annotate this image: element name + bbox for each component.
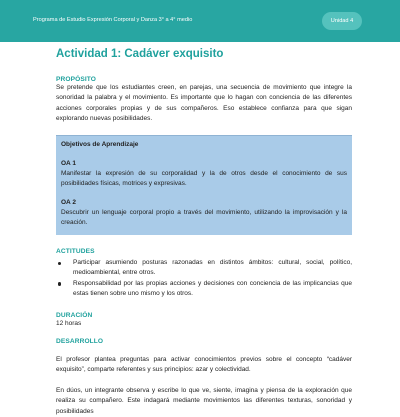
proposito-text: Se pretende que los estudiantes creen, en parejas, una secuencia de movimiento que integre la sonoridad la palabra y el movimiento. Es importante que lo hagan con conciencia de las diferentes acciones corporales propias y de sus compañeros. Eso establece confianza para que sigan explorando nuevas posibilidades. bbox=[56, 84, 352, 123]
actitud-text: Participar asumiendo posturas razonadas en distintos ámbitos: cultural, social, político, medioambiental, entre otros. bbox=[73, 259, 352, 277]
actitud-text: Responsabilidad por las propias acciones y decisiones con conciencia de las implicancias que estas tienen sobre uno mismo y los otros. bbox=[73, 279, 352, 298]
oa2-text: Descubrir un lenguaje corporal propio a través del movimiento, utilizando la improvisación y la creación. bbox=[61, 209, 347, 227]
duracion-heading: DURACIÓN bbox=[56, 311, 93, 319]
oa1-text: Manifestar la expresión de su corporalidad y la de otros desde el conocimiento de sus posibilidades físicas, motrices y expresivas. bbox=[61, 170, 347, 188]
objetivos-heading: Objetivos de Aprendizaje bbox=[61, 140, 139, 148]
list-item bbox=[56, 279, 352, 300]
bullet-icon bbox=[58, 282, 61, 285]
desarrollo-paragraph: El profesor plantea preguntas para activar conocimientos previos sobre el concepto “cadáver exquisito”, comparte referentes y sus principios: azar y colectividad. bbox=[56, 356, 352, 374]
document-content bbox=[56, 44, 352, 417]
actitudes-heading: ACTITUDES bbox=[56, 248, 95, 256]
oa2-label: OA 2 bbox=[61, 199, 76, 207]
desarrollo-paragraph: En dúos, un integrante observa y escribe lo que ve, siente, imagina y piensa de la exploración que realiza su compañero. Este indagará mediante movimientos las diferentes texturas, sonoridad y posibilidades bbox=[56, 386, 352, 415]
unit-badge: Unidad 4 bbox=[322, 12, 362, 30]
program-title: Programa de Estudio Expresión Corporal y Danza 3° a 4° medio bbox=[33, 17, 193, 23]
oa1-label: OA 1 bbox=[61, 160, 76, 168]
list-item bbox=[56, 258, 352, 279]
duracion-value: 12 horas bbox=[56, 319, 82, 327]
bullet-icon bbox=[58, 262, 61, 265]
desarrollo-heading: DESARROLLO bbox=[56, 338, 104, 346]
header-bar bbox=[0, 0, 400, 42]
actitudes-list bbox=[56, 258, 352, 300]
proposito-heading: PROPÓSITO bbox=[56, 76, 96, 83]
activity-title: Actividad 1: Cadáver exquisito bbox=[56, 48, 224, 60]
objetivos-box bbox=[56, 135, 352, 235]
